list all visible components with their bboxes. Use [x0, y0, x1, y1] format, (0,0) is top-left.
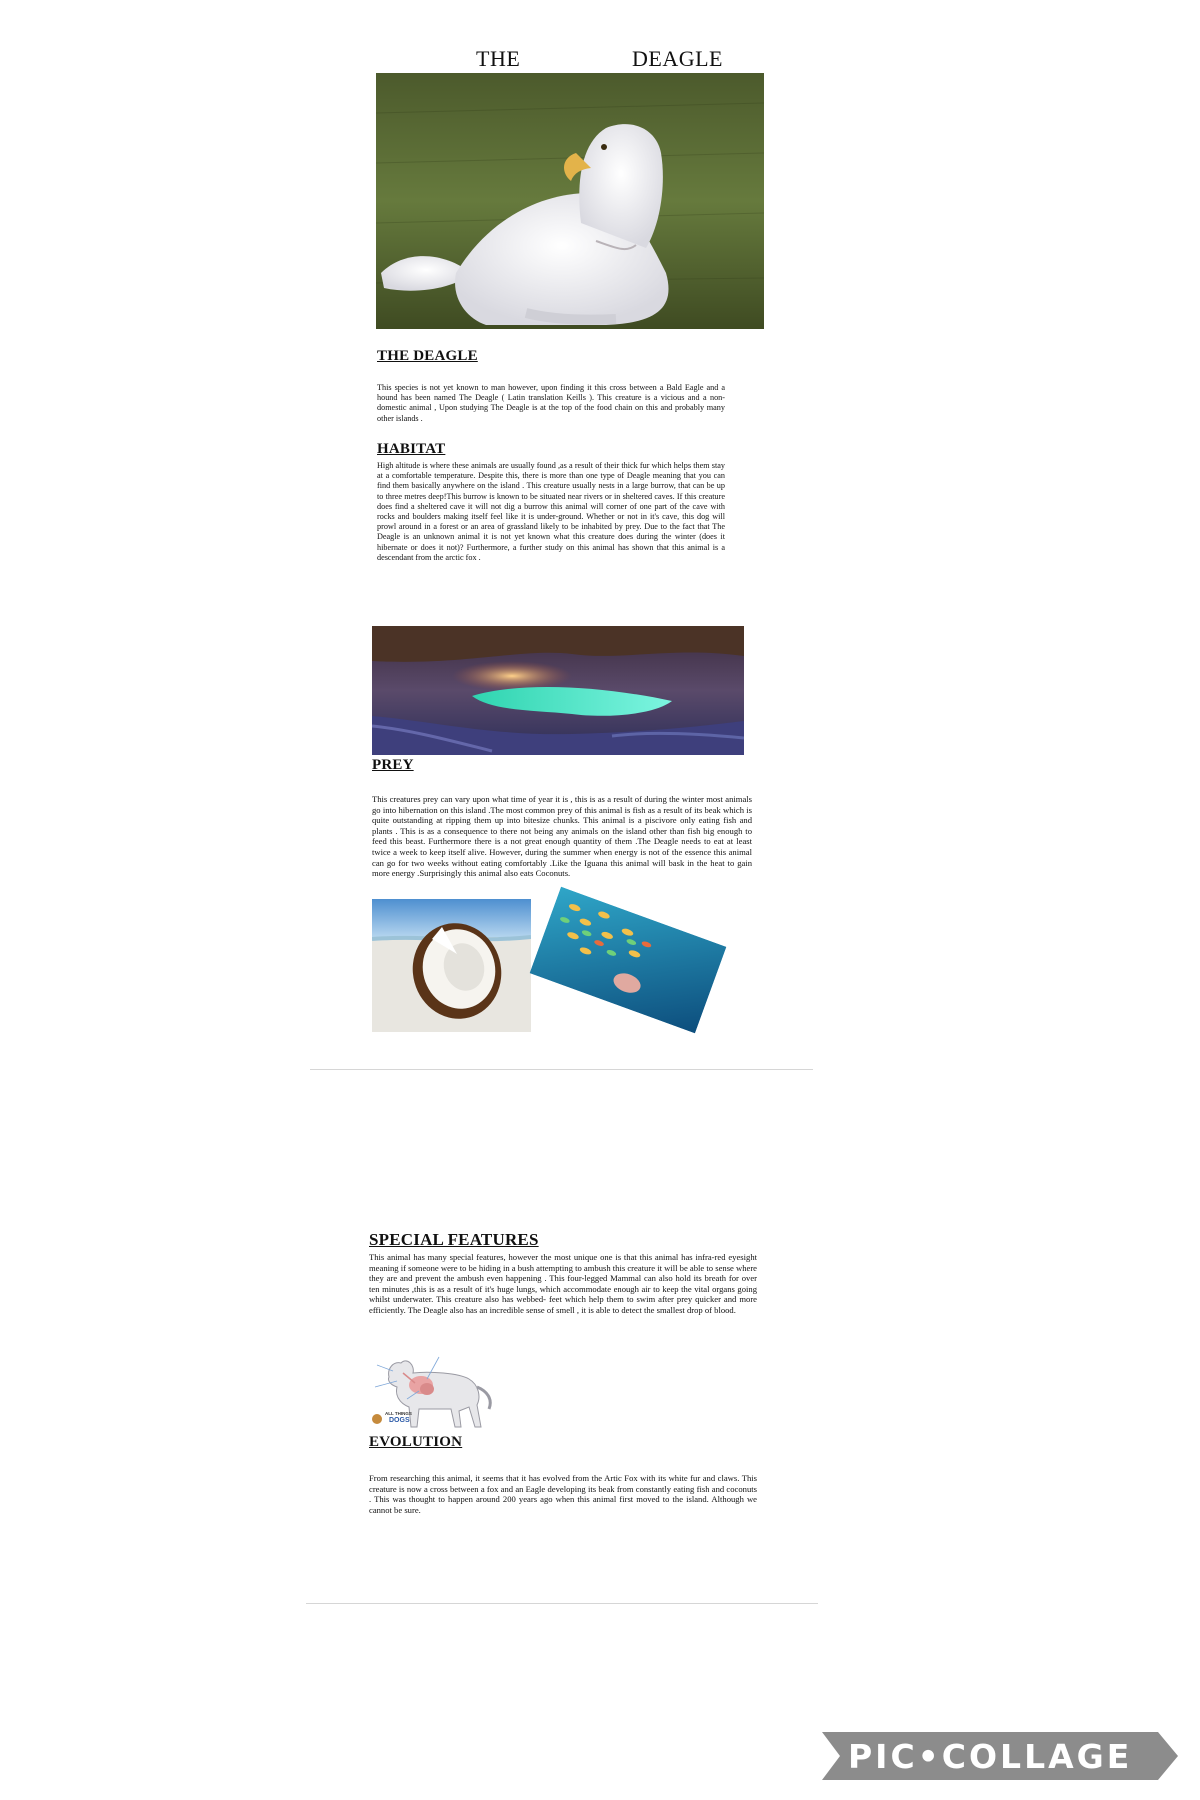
- intro-heading: THE DEAGLE: [377, 348, 478, 364]
- evolution-text: From researching this animal, it seems that it has evolved from the Artic Fox with its white fur and claws. This creature is now a cross between a fox and an Eagle developing its beak from constantly eating fish and coconuts . This was thought to happen around 200 years ago when this animal first moved to the island. Although we cannot be sure.: [369, 1473, 757, 1515]
- dog-lung-diagram: [369, 1347, 499, 1433]
- evolution-heading: EVOLUTION: [369, 1434, 463, 1450]
- coconut-photo: [372, 899, 531, 1032]
- prey-heading: PREY: [372, 757, 414, 773]
- brand-label-line2: DOGS: [389, 1417, 410, 1424]
- title-the: THE: [476, 46, 521, 71]
- page-separator: [306, 1603, 818, 1604]
- pic-collage-watermark: [822, 1732, 1178, 1780]
- title-deagle: DEAGLE: [632, 46, 723, 71]
- watermark-text: PIC•COLLAGE: [848, 1737, 1133, 1776]
- special-features-heading: SPECIAL FEATURES: [369, 1230, 539, 1249]
- page-separator: [310, 1069, 813, 1070]
- cave-photo: [372, 626, 744, 755]
- fish-photo: [530, 887, 727, 1034]
- intro-text: This species is not yet known to man however, upon finding it this cross between a Bald Eagle and a hound has been named The Deagle ( Latin translation Keills ). This creature is a vicious and a non-domestic animal , Upon studying The Deagle is at the top of the food chain on this and probably many other islands .: [377, 383, 725, 423]
- habitat-text: High altitude is where these animals are usually found ,as a result of their thick fur which helps them stay at a comfortable temperature. Despite this, there is more than one type of Deagle meaning that you can find them basically anywhere on the island . This creature usually nests in a large burrow, that can be up to three metres deep!This burrow is known to be situated near rivers or in sheltered caves. If this creature does find a sheltered cave it will not dig a burrow this animal will corner of one part of the cave with rocks and boulders making itself feel like it is under-ground. Whether or not in it's cave, this dog will prowl around in a forest or an area of grassland likely to be inhabited by prey. Due to the fact that The Deagle is an unknown animal it is not yet known what this creature does during the winter (does it hibernate or does it not)? Furthermore, a further study on this animal has shown that this animal is a descendant from the arctic fox .: [377, 461, 725, 562]
- special-features-text: This animal has many special features, however the most unique one is that this animal has infra-red eyesight meaning if someone were to be hiding in a bush attempting to ambush this creature it will be able to sense where they are and prevent the ambush even happening . This four-legged Mammal can also hold its breath for over ten minutes ,this is as a result of it's huge lungs, which accommodate enough air to keep the vital organs going whilst underwater. This creature also has webbed- feet which help them to swim after prey quicker and more efficiently. The Deagle also has an incredible sense of smell , it is able to detect the smallest drop of blood.: [369, 1252, 757, 1315]
- prey-text: This creatures prey can vary upon what time of year it is , this is as a result of during the winter most animals go into hibernation on this island .The most common prey of this animal is fish as a result of its beak which is quite outstanding at ripping them up into bitesize chunks. This animal is a piscivore only eating fish and plants . This is as a consequence to there not being any animals on the island other than fish big enough to feed this beast. Furthermore there is a not great enough quantity of them .The Deagle needs to eat at least twice a week to keep itself alive. However, during the summer when energy is not of the essence this animal can go for two weeks without eating comfortably .Like the Iguana this animal will bask in the heat to gain more energy .Surprisingly this animal also eats Coconuts.: [372, 794, 752, 879]
- brand-label-line1: ALL THINGS: [385, 1411, 412, 1416]
- habitat-heading: HABITAT: [377, 441, 446, 457]
- deagle-photo: [376, 73, 764, 329]
